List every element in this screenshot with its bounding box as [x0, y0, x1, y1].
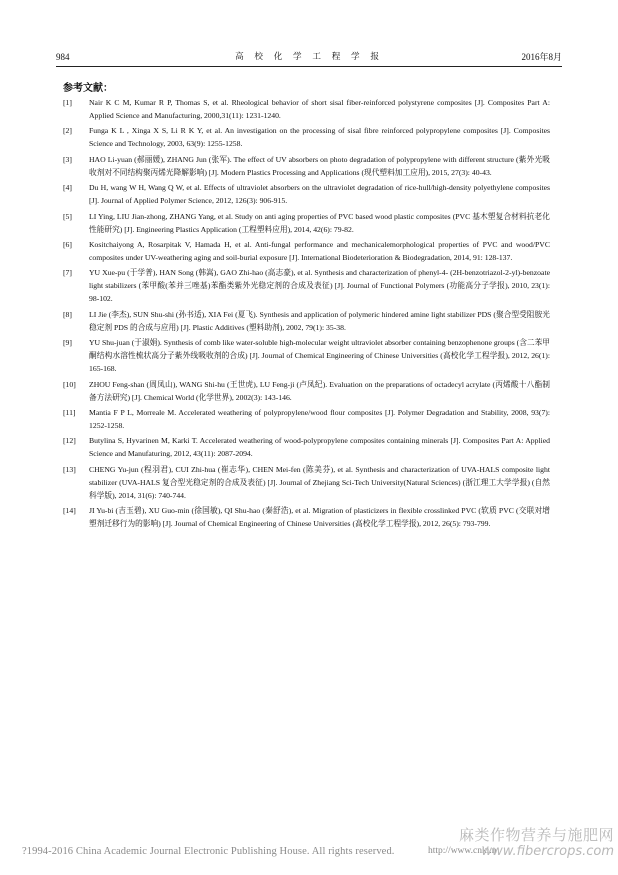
reference-number: [5] — [63, 211, 72, 221]
reference-text: Mantia F P L, Morreale M. Accelerated weathering of polypropylene/wood flour composites [J]. Polymer Degradation and Stability, 2008, 93(7): 1252-1258. — [89, 407, 550, 430]
reference-item — [63, 406, 550, 432]
reference-text: LI Jie (李杰), SUN Shu-shi (孙书适), XIA Fei (夏飞). Synthesis and application of polymeric hindered amine light stabilizer PDS (聚合型受阻胺光稳定剂 PDS 的合成与应用) [J]. Plastic Additives (塑料助剂), 2002, 79(1): 35-38. — [89, 309, 550, 332]
reference-number: [8] — [63, 309, 72, 319]
reference-number: [4] — [63, 183, 72, 193]
reference-text: CHENG Yu-jun (程羽君), CUI Zhi-hua (崔志华), CHEN Mei-fen (陈美芬), et al. Synthesis and characterization of UVA-HALS composite light stabilizer (UVA-HALS 复合型光稳定剂的合成及表征) [J]. Journal of Zhejiang Sci-Tech University(Natural Sciences) (浙江理工大学学报) (自然科学版), 2014, 31(6): 740-744. — [89, 464, 550, 500]
reference-item — [63, 210, 550, 236]
reference-item — [63, 124, 550, 150]
site-watermark — [459, 826, 614, 860]
reference-item — [63, 308, 550, 334]
reference-number: [11] — [63, 407, 76, 417]
reference-number: [3] — [63, 154, 72, 164]
reference-item — [63, 463, 550, 502]
reference-item — [63, 378, 550, 404]
reference-number: [6] — [63, 239, 72, 249]
reference-text: HAO Li-yuan (郝丽媛), ZHANG Jun (张军). The effect of UV absorbers on photo degradation of polypropylene with different structure (紫外光吸收剂对不同结构聚丙烯光降解影响) [J]. Modern Plastics Processing and Applications (现代塑料加工应用), 2015, 27(3): 40-43. — [89, 154, 550, 177]
reference-text: Funga K L , Xinga X S, Li R K Y, et al. An investigation on the processing of sisal fibre reinforced polypropylene composites [J]. Composites Science and Technology, 2003, 63(9): 1255-1258. — [89, 126, 550, 149]
copyright-notice: ?1994-2016 China Academic Journal Electronic Publishing House. All rights reserved. — [22, 846, 395, 857]
reference-item — [63, 434, 550, 460]
reference-number: [13] — [63, 464, 76, 474]
reference-item — [63, 238, 550, 264]
reference-number: [2] — [63, 126, 72, 136]
reference-number: [9] — [63, 338, 72, 348]
page-header — [56, 50, 562, 64]
reference-text: Du H, wang W H, Wang Q W, et al. Effects of ultraviolet absorbers on the ultraviolet degradation of rice-hull/high-density polyethylene composites [J]. Journal of Applied Polymer Science, 2012, 126(3): 906-915. — [89, 183, 550, 206]
reference-item — [63, 266, 550, 305]
reference-number: [1] — [63, 98, 72, 107]
issue-date: 2016年8月 — [521, 52, 562, 62]
reference-item — [63, 181, 550, 207]
reference-text: Nair K C M, Kumar R P, Thomas S, et al. Rheological behavior of short sisal fiber-reinforced polystyrene composites [J]. Composites Part A: Applied Science and Manufacturing, 2000,31(11): 1231-1240. — [89, 98, 550, 120]
references-heading: 参考文献： — [63, 83, 113, 94]
reference-text: YU Shu-juan (于淑娟). Synthesis of comb like water-soluble high-molecular weight ultraviolet absorber containing benzophenone groups (含二苯甲酮结构水溶性梳状高分子紫外线吸收剂的合成) [J]. Journal of Chemical Engineering of Chinese Universities (高校化学工程学报), 2012, 26(1): 165-168. — [89, 338, 550, 374]
reference-list — [63, 96, 550, 532]
page-number: 984 — [56, 52, 70, 62]
reference-number: [10] — [63, 379, 76, 389]
reference-text: Butylina S, Hyvarinen M, Karki T. Accelerated weathering of wood-polypropylene composites containing minerals [J]. Composites Part A: Applied Science and Manufaturing, 2012, 43(11): 2087-2094. — [89, 436, 550, 459]
reference-text: Kositchaiyong A, Rosarpitak V, Hamada H, et al. Anti-fungal performance and mechanicalemorphological properties of PVC and wood/PVC composites under UV-weathering aging and soil-burial exposure [J]. International Biodeterioration & Biodegradation, 2014, 91: 128-137. — [89, 239, 550, 262]
reference-item — [63, 336, 550, 375]
reference-item — [63, 153, 550, 179]
reference-item — [63, 96, 550, 122]
cnki-link[interactable]: http://www.cnki.n — [428, 846, 497, 856]
reference-text: ZHOU Feng-shan (周凤山), WANG Shi-hu (王世虎), LU Feng-ji (卢凤纪). Evaluation on the preparations of octadecyl acrylate (丙烯酸十八酯制备方法研究) [J]. Chemical World (化学世界), 2002(3): 143-146. — [89, 379, 550, 402]
watermark-title: 麻类作物营养与施肥网 — [458, 826, 614, 844]
reference-text: JI Yu-bi (吉玉碧), XU Guo-min (徐国敏), QI Shu-hao (秦舒浩), et al. Migration of plasticizers in flexible crosslinked PVC (软质 PVC (交联对增塑剂迁移行为的影响) [J]. Journal of Chemical Engineering of Chinese Universities (高校化学工程学报), 2012, 26(5): 793-799. — [89, 506, 550, 529]
reference-number: [14] — [63, 506, 76, 516]
header-divider — [56, 66, 562, 67]
reference-item — [63, 504, 550, 530]
reference-number: [12] — [63, 436, 76, 446]
reference-number: [7] — [63, 268, 72, 278]
reference-text: YU Xue-pu (于学普), HAN Song (韩嵩), GAO Zhi-hao (高志豪), et al. Synthesis and characterization of phenyl-4- (2H-benzotriazol-2-yl)-benzoate light stabilizers (苯甲酸(苯并三唑基)苯酯类紫外光稳定剂的合成及表征) [J]. Journal of Functional Polymers (功能高分子学报), 2010, 23(1): 98-102. — [89, 268, 550, 304]
watermark-url: www.fibercrops.com — [481, 844, 614, 859]
reference-text: LI Ying, LIU Jian-zhong, ZHANG Yang, et al. Study on anti aging properties of PVC based wood plastic composites (PVC 基木塑复合材料抗老化性能研究) [J]. Engineering Plastics Application (工程塑料应用), 2014, 42(6): 79-82. — [89, 211, 550, 234]
journal-name: 高 校 化 学 工 程 学 报 — [235, 52, 383, 62]
